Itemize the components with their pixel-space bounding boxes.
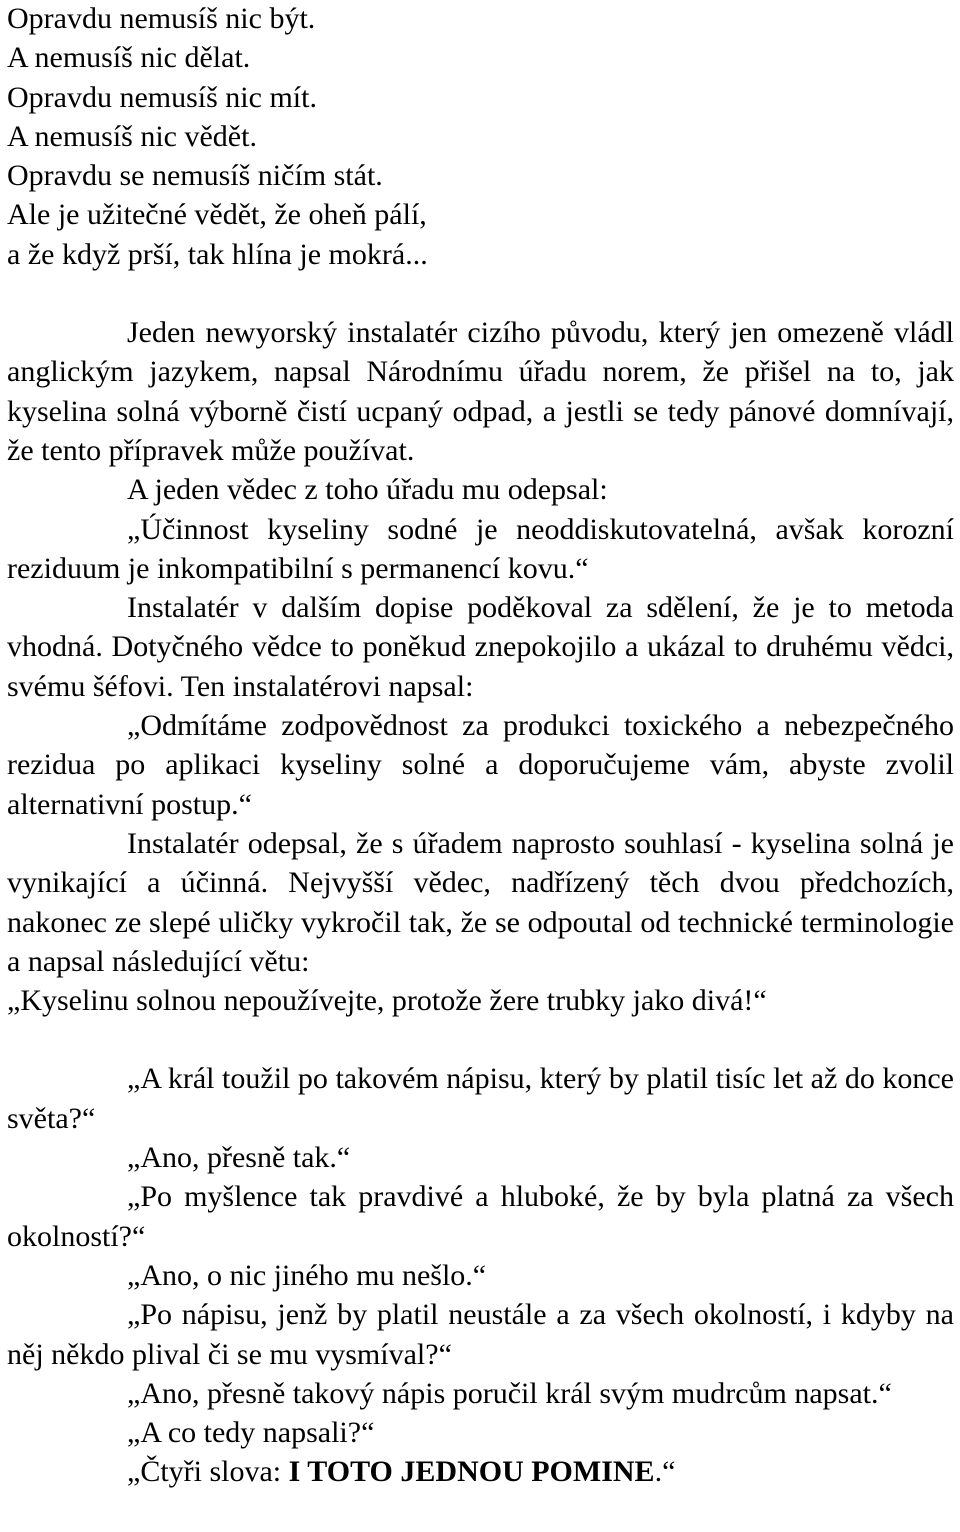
dialogue-line: „Po nápisu, jenž by platil neustále a za všech okolností, i kdyby na něj někdo plival či se mu vysmíval?“ bbox=[7, 1298, 954, 1371]
poem bbox=[7, 0, 954, 274]
dialogue-line: „Ano, o nic jiného mu nešlo.“ bbox=[127, 1258, 487, 1292]
poem-line: A nemusíš nic dělat. bbox=[7, 41, 251, 75]
dialogue-final-line bbox=[7, 1452, 954, 1491]
final-line-bold: I TOTO JEDNOU POMINE bbox=[288, 1455, 655, 1489]
section-gap bbox=[7, 274, 954, 313]
boss-reply-quote: „Odmítáme zodpovědnost za produkci toxického a nebezpečného rezidua po aplikaci kyseliny solné a doporučujeme vám, abyste zvolil alternativní postup.“ bbox=[7, 709, 954, 821]
dialogue-line: „Po myšlence tak pravdivé a hluboké, že by byla platná za všech okolností?“ bbox=[7, 1180, 954, 1253]
poem-line: Ale je užitečné vědět, že oheň pálí, bbox=[7, 198, 427, 232]
story-paragraph: Jeden newyorský instalatér cizího původu, který jen omezeně vládl anglickým jazykem, napsal Národnímu úřadu norem, že přišel na to, jak kyselina solná výborně čistí ucpaný odpad, a jestli se tedy pánové domnívají, že tento přípravek může používat. bbox=[7, 316, 954, 467]
poem-line: Opravdu se nemusíš ničím stát. bbox=[7, 159, 383, 193]
story-section bbox=[7, 313, 954, 1020]
section-gap bbox=[7, 1020, 954, 1059]
story-paragraph: Instalatér v dalším dopise poděkoval za sdělení, že je to metoda vhodná. Dotyčného vědce to poněkud znepokojilo a ukázal to druhému vědci, svému šéfovi. Ten instalatérovi napsal: bbox=[7, 591, 954, 703]
final-line-suffix: .“ bbox=[654, 1455, 676, 1489]
poem-line: Opravdu nemusíš nic mít. bbox=[7, 80, 317, 114]
scientist-reply-quote: „Účinnost kyseliny sodné je neoddiskutovatelná, avšak korozní reziduum je inkompatibilní s permanencí kovu.“ bbox=[7, 512, 954, 585]
poem-line: a že když prší, tak hlína je mokrá... bbox=[7, 237, 428, 271]
poem-line: Opravdu nemusíš nic být. bbox=[7, 2, 316, 35]
dialogue-line: „Ano, přesně tak.“ bbox=[127, 1141, 351, 1175]
story-paragraph: A jeden vědec z toho úřadu mu odepsal: bbox=[127, 473, 608, 507]
dialogue-section bbox=[7, 1059, 954, 1491]
dialogue-line: „Ano, přesně takový nápis poručil král svým mudrcům napsat.“ bbox=[127, 1376, 892, 1410]
final-line-prefix: „Čtyři slova: bbox=[127, 1455, 289, 1489]
final-reply-quote: „Kyselinu solnou nepoužívejte, protože žere trubky jako divá!“ bbox=[7, 984, 767, 1018]
dialogue-line: „A král toužil po takovém nápisu, který by platil tisíc let až do konce světa?“ bbox=[7, 1062, 954, 1135]
dialogue-line: „A co tedy napsali?“ bbox=[127, 1416, 375, 1450]
poem-line: A nemusíš nic vědět. bbox=[7, 119, 257, 153]
story-paragraph: Instalatér odepsal, že s úřadem naprosto souhlasí - kyselina solná je vynikající a účinná. Nejvyšší vědec, nadřízený těch dvou předchozích, nakonec ze slepé uličky vykročil tak, že se odpoutal od technické terminologie a napsal následující větu: bbox=[7, 826, 954, 978]
